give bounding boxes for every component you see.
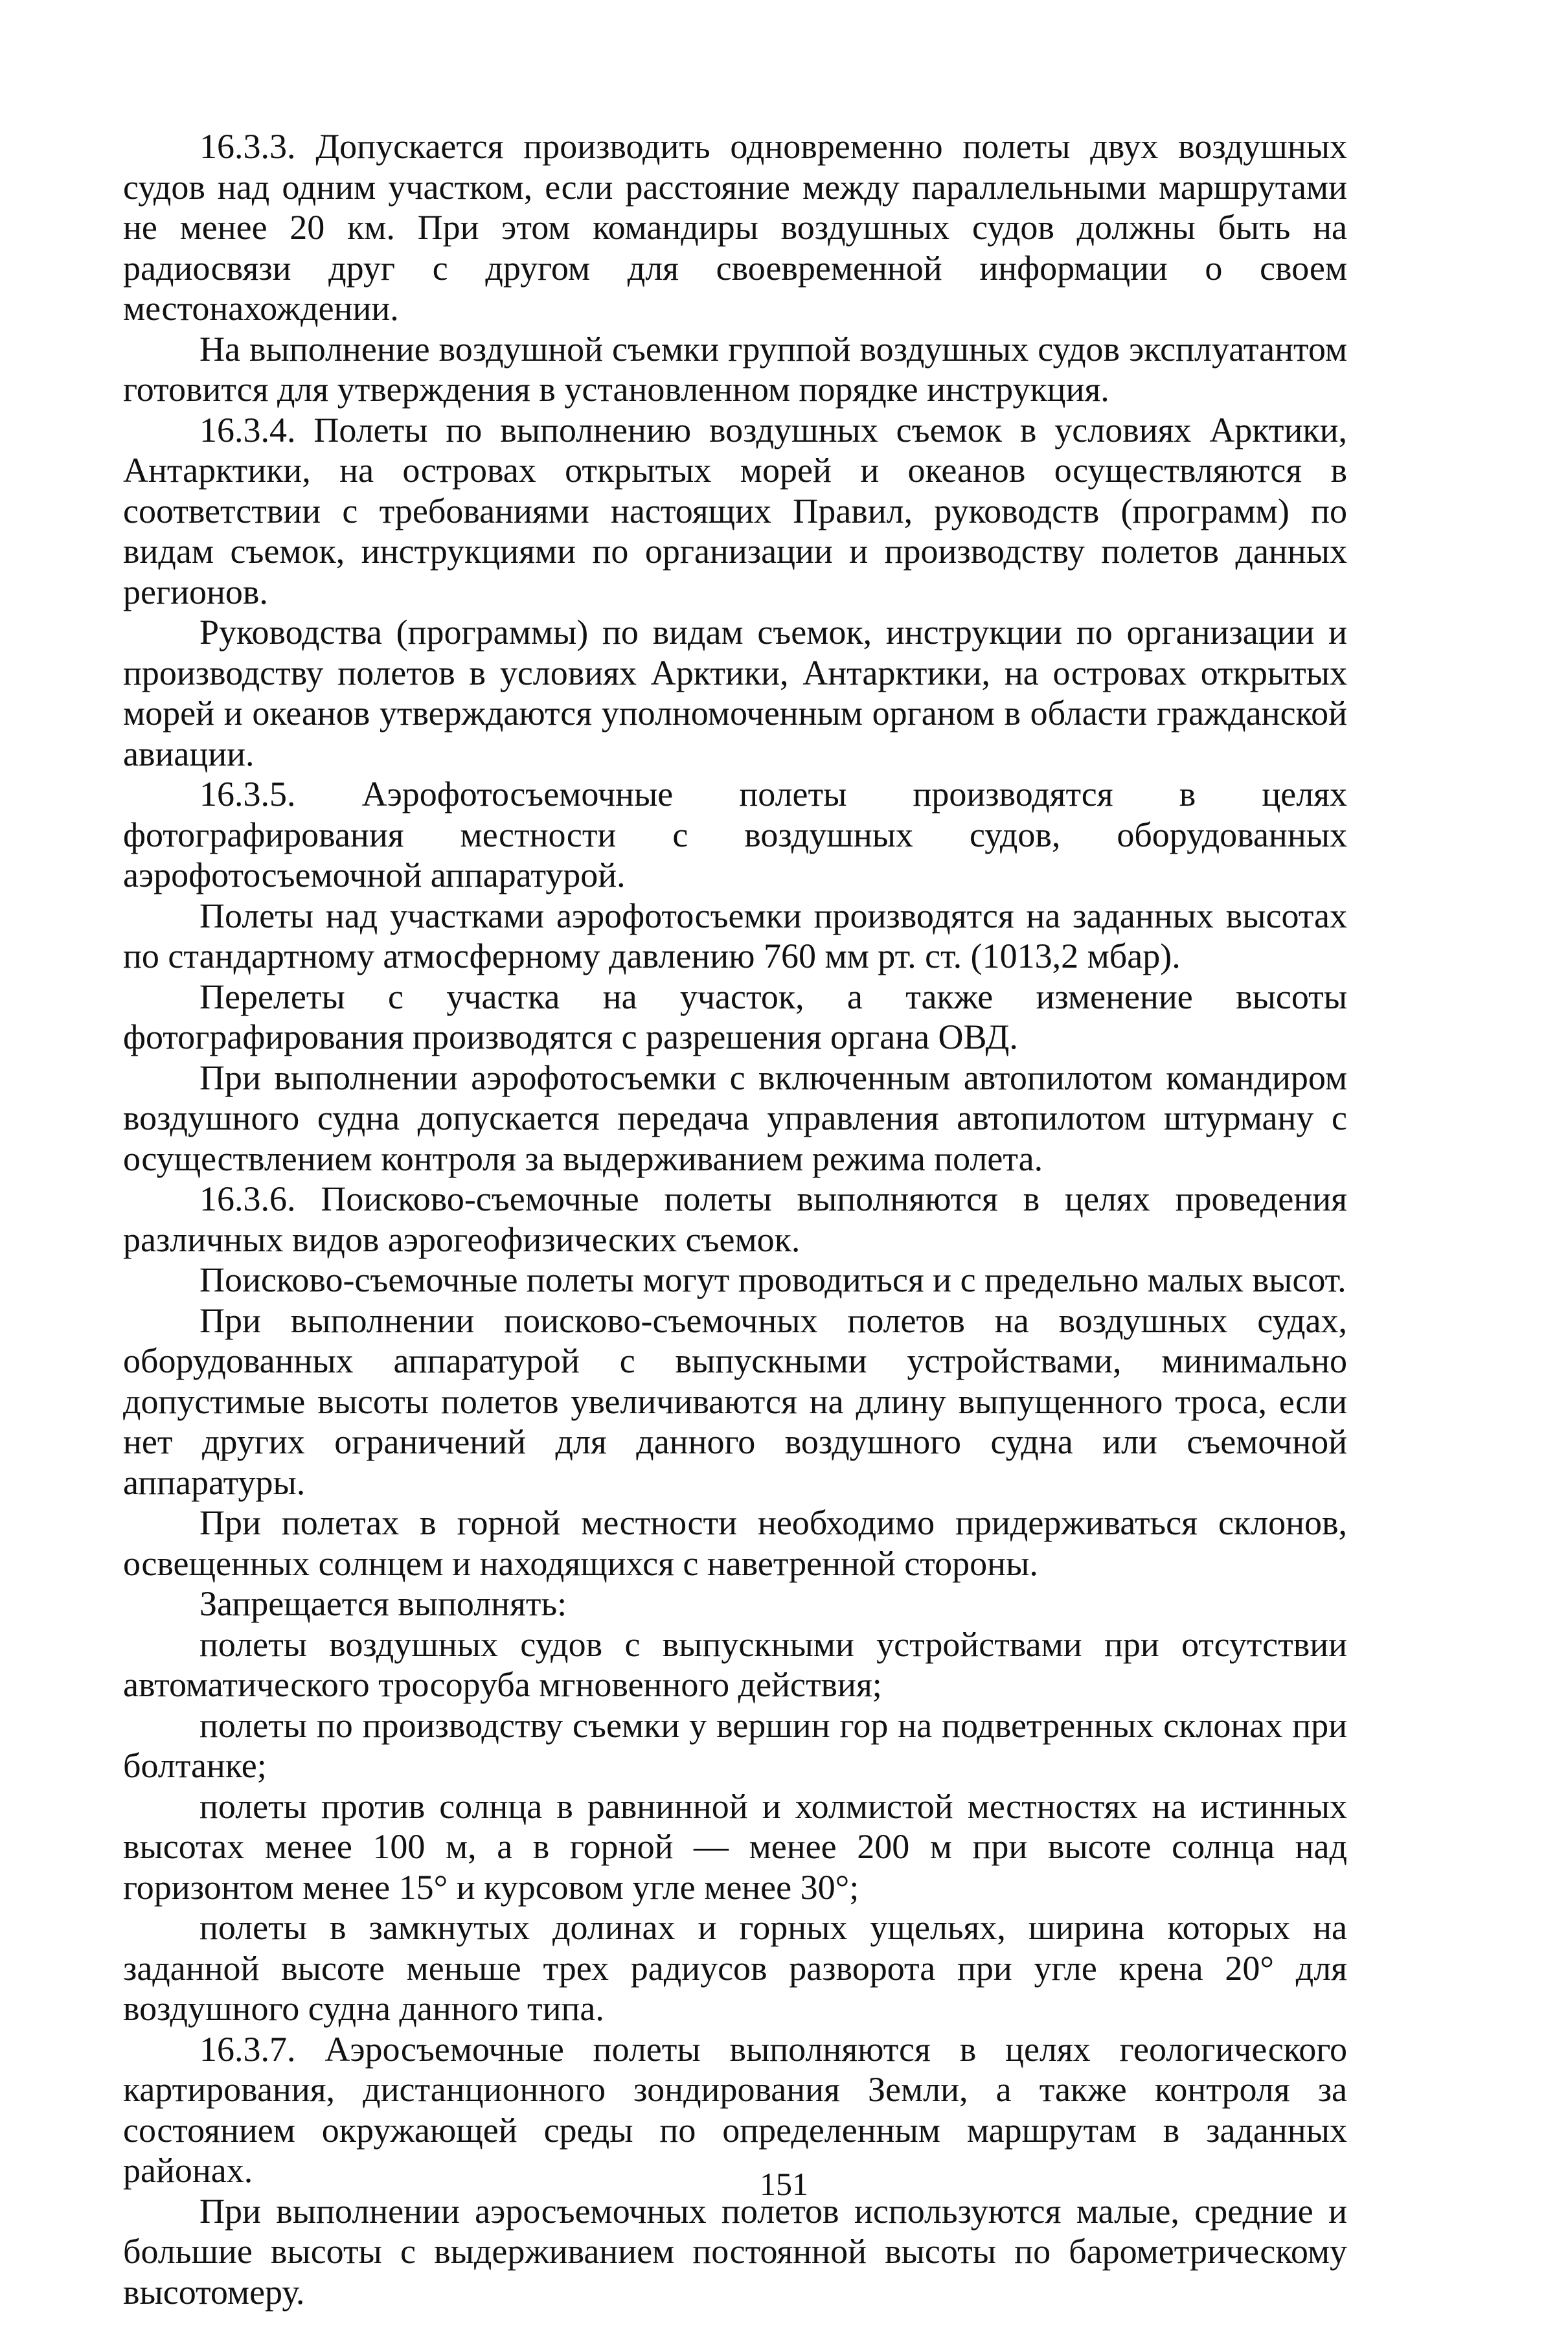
paragraph-group-survey-instruction: На выполнение воздушной съемки группой воздушных судов эксплуатантом готовится для утверждения в установленном порядке инструкция. xyxy=(123,329,1347,409)
page-body xyxy=(123,126,1347,2312)
paragraph-area-transfers: Перелеты с участка на участок, а также изменение высоты фотографирования производятся с разрешения органа ОВД. xyxy=(123,977,1347,1056)
paragraph-16-3-4: 16.3.4. Полеты по выполнению воздушных съемок в условиях Арктики, Антарктики, на островах открытых морей и океанов осуществляются в соответствии с требованиями настоящих Правил, руководств (программ) по видам съемок, инструкциями по организации и производству полетов данных регионов. xyxy=(123,410,1347,611)
paragraph-survey-altitudes: Полеты над участками аэрофотосъемки производятся на заданных высотах по стандартному атмосферному давлению 760 мм рт. ст. (1013,2 мбар). xyxy=(123,896,1347,975)
paragraph-low-altitudes: Поисково-съемочные полеты могут проводиться и с предельно малых высот. xyxy=(199,1260,1346,1299)
paragraph-mountain-flights: При полетах в горной местности необходимо придерживаться склонов, освещенных солнцем и находящихся с наветренной стороны. xyxy=(123,1503,1347,1583)
paragraph-prohibited-heading: Запрещается выполнять: xyxy=(199,1584,567,1623)
paragraph-cable-equipment: При выполнении поисково-съемочных полетов на воздушных судах, оборудованных аппаратурой с выпускными устройствами, минимально допустимые высоты полетов увеличиваются на длину выпущенного троса, если нет других ограничений для данного воздушного судна или съемочной аппаратуры. xyxy=(123,1301,1347,1502)
page-number: 151 xyxy=(760,2166,808,2202)
paragraph-autopilot: При выполнении аэрофотосъемки с включенным автопилотом командиром воздушного судна допускается передача управления автопилотом штурману с осуществлением контроля за выдерживанием режима полета. xyxy=(123,1058,1347,1178)
paragraph-aerial-survey-altitudes: При выполнении аэросъемочных полетов используются малые, средние и большие высоты с выдерживанием постоянной высоты по барометрическому высотомеру. xyxy=(123,2191,1347,2312)
paragraph-16-3-3: 16.3.3. Допускается производить одновременно полеты двух воздушных судов над одним участком, если расстояние между параллельными маршрутами не менее 20 км. При этом командиры воздушных судов должны быть на радиосвязи друг с другом для своевременной информации о своем местонахождении. xyxy=(123,127,1347,328)
paragraph-prohibited-item-2: полеты по производству съемки у вершин гор на подветренных склонах при болтанке; xyxy=(123,1705,1347,1785)
paragraph-arctic-guides: Руководства (программы) по видам съемок, инструкции по организации и производству полетов в условиях Арктики, Антарктики, на островах открытых морей и океанов утверждаются уполномоченным органом в области гражданской авиации. xyxy=(123,613,1347,773)
paragraph-prohibited-item-4: полеты в замкнутых долинах и горных ущельях, ширина которых на заданной высоте меньше трех радиусов разворота при угле крена 20° для воздушного судна данного типа. xyxy=(123,1908,1347,2028)
paragraph-16-3-5: 16.3.5. Аэрофотосъемочные полеты производятся в целях фотографирования местности с воздушных судов, оборудованных аэрофотосъемочной аппаратурой. xyxy=(123,775,1347,894)
paragraph-16-3-7: 16.3.7. Аэросъемочные полеты выполняются в целях геологического картирования, дистанционного зондирования Земли, а также контроля за состоянием окружающей среды по определенным маршрутам в заданных районах. xyxy=(123,2029,1347,2190)
paragraph-prohibited-item-3: полеты против солнца в равнинной и холмистой местностях на истинных высотах менее 100 м, а в горной — менее 200 м при высоте солнца над горизонтом менее 15° и курсовом угле менее 30°; xyxy=(123,1786,1347,1907)
paragraph-prohibited-item-1: полеты воздушных судов с выпускными устройствами при отсутствии автоматического тросоруба мгновенного действия; xyxy=(123,1624,1347,1704)
paragraph-16-3-6: 16.3.6. Поисково-съемочные полеты выполняются в целях проведения различных видов аэрогеофизических съемок. xyxy=(123,1179,1347,1259)
